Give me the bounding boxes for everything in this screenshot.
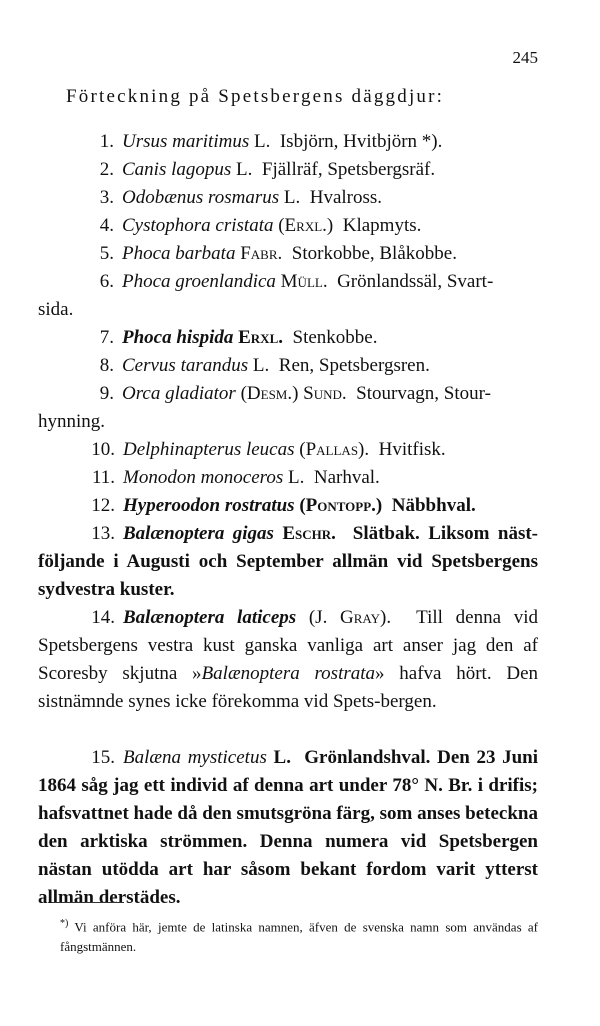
page-number: 245 bbox=[512, 48, 538, 67]
list-item: 13. Balænoptera gigas Eschr. Slätbak. Liksom näst-följande i Augusti och September allmän vid Spetsbergens sydvestra kuster. bbox=[38, 523, 539, 600]
list-item: 4. Cystophora cristata (Erxl.) Klapmyts. bbox=[99, 215, 422, 236]
footnote-text: Vi anföra här, jemte de latinska namnen, äfven de svenska namn som användas af fångstmännen. bbox=[60, 919, 539, 955]
list-item: 2. Canis lagopus L. Fjällräf, Spetsbergsräf. bbox=[99, 159, 436, 180]
list-item-continuation: sida. bbox=[38, 299, 74, 320]
list-item: 6. Phoca groenlandica Müll. Grönlandssäl, Svart- bbox=[99, 271, 494, 292]
list-item: 12. Hyperoodon rostratus (Pontopp.) Näbbhval. bbox=[91, 495, 476, 516]
list-item: 3. Odobænus rosmarus L. Hvalross. bbox=[99, 187, 383, 208]
list-item: 1. Ursus maritimus L. Isbjörn, Hvitbjörn *). bbox=[99, 131, 443, 152]
list-item: 14. Balænoptera laticeps (J. Gray). Till denna vid Spetsbergens vestra kust ganska vanliga art anser jag den af Scoresby skjutna »Balænoptera rostrata» hafva hört. Den sistnämnde synes icke förekomma vid Spets-bergen. bbox=[38, 607, 539, 712]
list-item: 9. Orca gladiator (Desm.) Sund. Stourvagn, Stour- bbox=[99, 383, 491, 404]
list-item: 8. Cervus tarandus L. Ren, Spetsbergsren. bbox=[99, 355, 430, 376]
list-item: 10. Delphinapterus leucas (Pallas). Hvitfisk. bbox=[91, 439, 446, 460]
footnote-mark: *) bbox=[60, 918, 69, 929]
page-heading: Förteckning på Spetsbergens däggdjur: bbox=[66, 86, 445, 107]
list-item: 7. Phoca hispida Erxl. Stenkobbe. bbox=[99, 327, 378, 348]
list-item: 11. Monodon monoceros L. Narhval. bbox=[91, 467, 380, 488]
list-item: 5. Phoca barbata Fabr. Storkobbe, Blåkobbe. bbox=[99, 243, 457, 264]
footnote bbox=[60, 914, 538, 957]
list-item-continuation: hynning. bbox=[38, 411, 106, 432]
footnote-divider bbox=[52, 902, 124, 903]
list-item: 15. Balæna mysticetus L. Grönlandshval. Den 23 Juni 1864 såg jag ett individ af denna art under 78° N. Br. i drifis; hafsvattnet hade då den smutsgröna färg, som anses beteckna den arktiska strömmen. Denna numera vid Spetsbergen nästan utödda art har såsom bekant fordom varit ytterst allmän derstädes. bbox=[38, 747, 539, 908]
